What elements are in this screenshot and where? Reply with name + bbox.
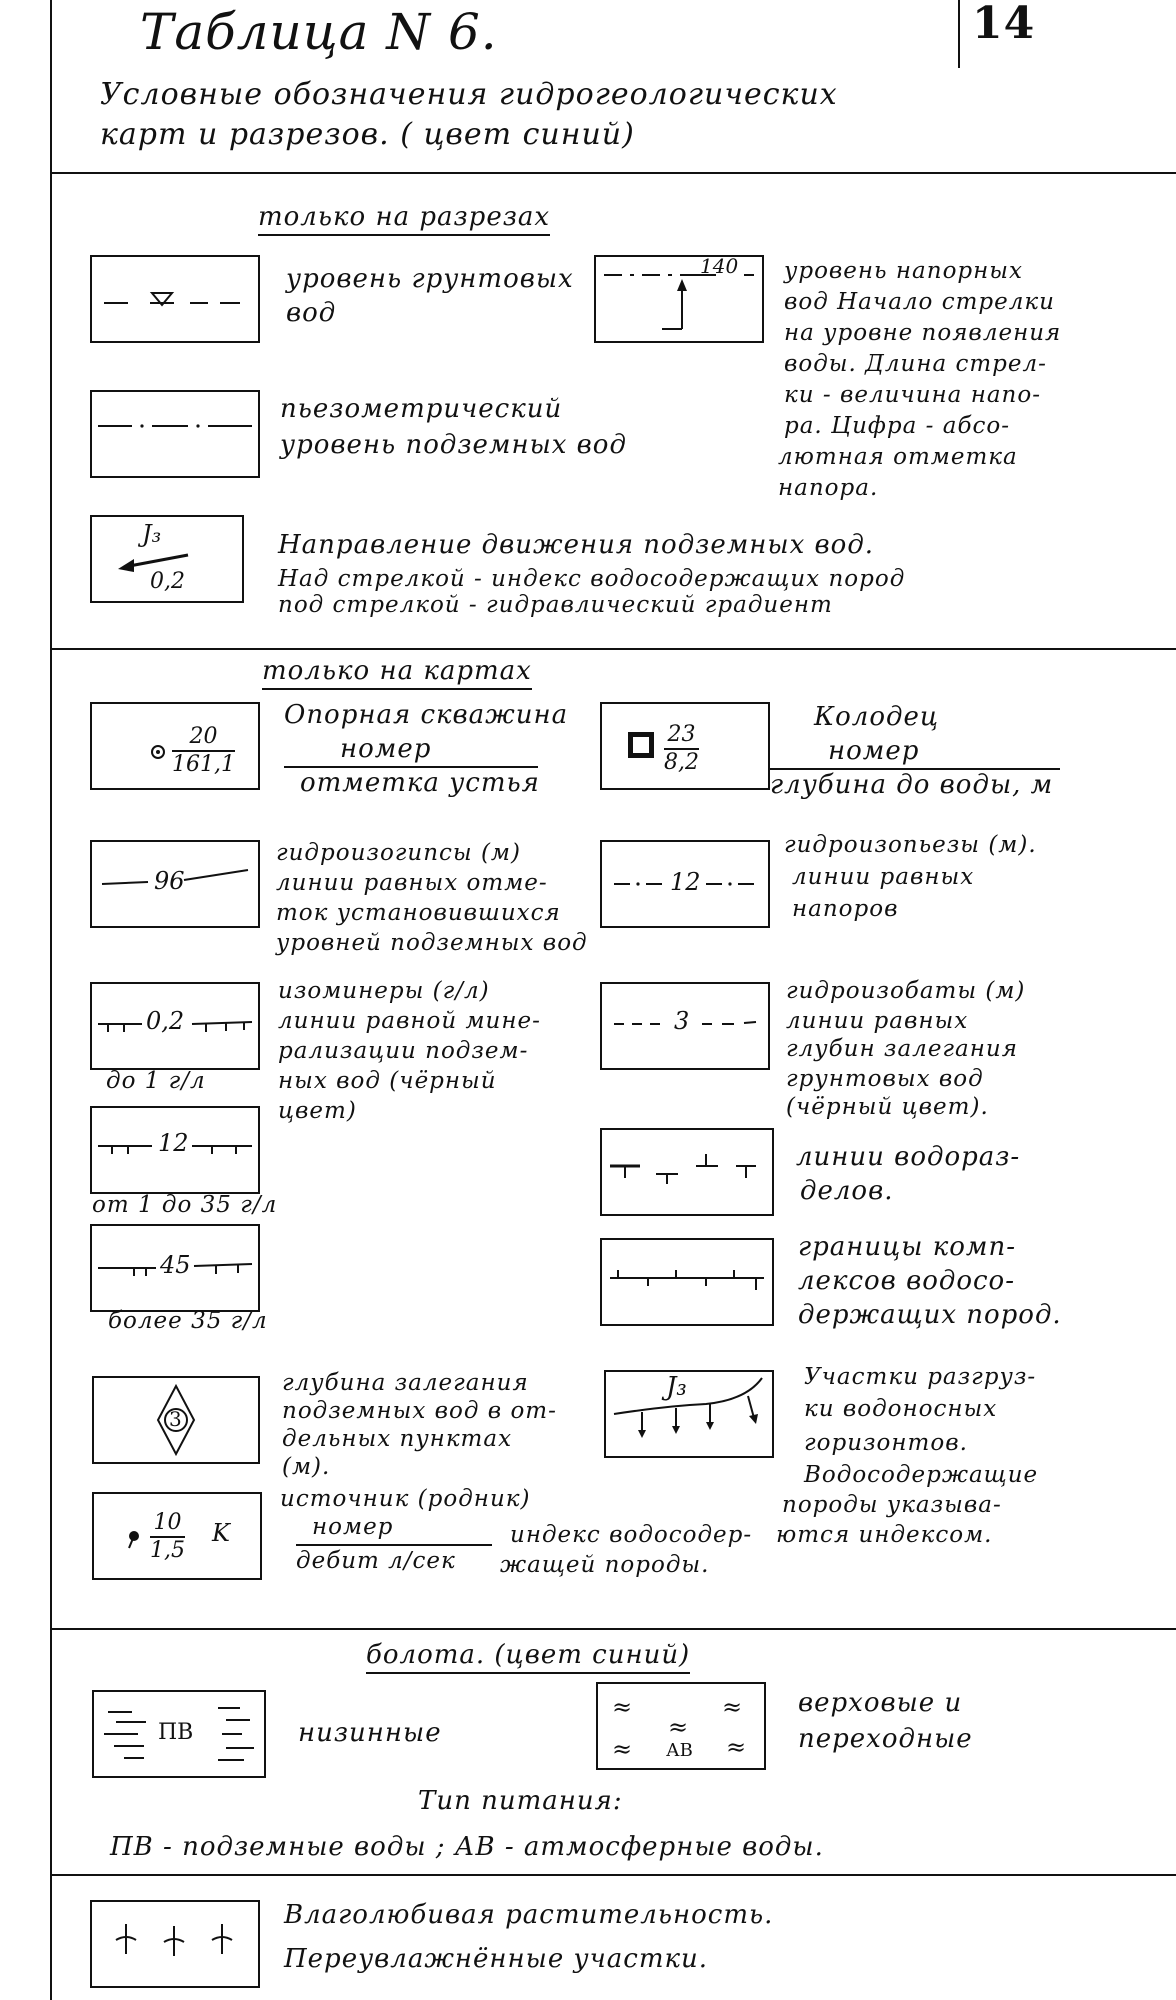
- discharge-index: J₃: [666, 1372, 687, 1402]
- vegetation-text-1: Влаголюбивая растительность.: [284, 1900, 774, 1930]
- pressure-text-8: напора.: [778, 475, 879, 501]
- pressure-text-6: ра. Цифра - абсо-: [784, 413, 1011, 439]
- reference-well-fraction: $\frac{20}{161,1}$: [172, 724, 235, 777]
- table-title: Таблица N 6.: [140, 3, 498, 61]
- vegetation-symbol: [90, 1900, 260, 1988]
- complex-boundaries-text-2: лексов водосо-: [798, 1266, 1015, 1296]
- upland-wave-5: ≈: [726, 1733, 747, 1761]
- feeding-type-title: Тип питания:: [418, 1786, 623, 1816]
- lowland-swamp-symbol: [92, 1690, 266, 1778]
- hydroisohypses-text-3: ток установившихся: [276, 900, 561, 926]
- dug-well-numerator: номер: [828, 736, 920, 766]
- depth-points-text-1: глубина залегания: [282, 1370, 529, 1396]
- discharge-text-5: породы указыва-: [782, 1492, 1002, 1518]
- hydroisobaths-symbol: [600, 982, 770, 1070]
- depth-points-text-3: дельных пунктах: [282, 1426, 513, 1452]
- discharge-text-4: Водосодержащие: [804, 1462, 1039, 1488]
- hydroisobaths-text-5: (чёрный цвет).: [786, 1094, 989, 1120]
- pressure-text-7: лютная отметка: [778, 444, 1018, 470]
- isominers-text-3: рализации подзем-: [278, 1038, 529, 1064]
- pressure-value: 140: [700, 254, 739, 278]
- hydroisobaths-text-3: глубин залегания: [786, 1036, 1018, 1062]
- pressure-water-level-symbol: [594, 255, 764, 343]
- hydroisohypses-value: 96: [154, 867, 185, 895]
- pressure-text-3: на уровне появления: [784, 320, 1062, 346]
- lowland-swamp-abbr: ПВ: [158, 1720, 194, 1745]
- page-number-divider: [958, 0, 960, 68]
- isominers-text-5: цвет): [278, 1098, 357, 1124]
- flow-text-1: Направление движения подземных вод.: [278, 530, 875, 560]
- left-margin-line: [50, 0, 52, 2000]
- upland-swamp-label-2: переходные: [798, 1724, 973, 1754]
- isominers-text-1: изоминеры (г/л): [278, 978, 490, 1004]
- depth-points-symbol: [92, 1376, 260, 1464]
- hydroisopiezes-value: 12: [670, 868, 701, 896]
- pressure-text-4: воды. Длина стрел-: [784, 351, 1047, 377]
- section-heading-sections: только на разрезах: [258, 200, 550, 236]
- hydroisobaths-text-2: линии равных: [786, 1008, 969, 1034]
- section-heading-maps: только на картах: [262, 654, 532, 690]
- pressure-text-2: вод Начало стрелки: [784, 289, 1055, 315]
- pressure-text-1: уровень напорных: [784, 258, 1023, 284]
- spring-index-letter: K: [212, 1519, 230, 1547]
- upland-wave-2: ≈: [722, 1693, 743, 1721]
- watershed-symbol: [600, 1128, 774, 1216]
- hydroisohypses-text-4: уровней подземных вод: [276, 930, 588, 956]
- feeding-type-legend: ПВ - подземные воды ; АВ - атмосферные воды.: [110, 1832, 824, 1862]
- discharge-text-2: ки водоносных: [804, 1396, 998, 1422]
- divider-maps-swamps: [50, 1628, 1176, 1630]
- divider-sections-maps: [50, 648, 1176, 650]
- subtitle-line-1: Условные обозначения гидрогеологических: [100, 77, 838, 112]
- upland-wave-1: ≈: [612, 1693, 633, 1721]
- page-number: 14: [972, 0, 1036, 49]
- section-heading-swamps: болота. (цвет синий): [366, 1638, 690, 1674]
- watershed-text-2: делов.: [800, 1176, 894, 1206]
- spring-symbol: [92, 1492, 262, 1580]
- flow-text-3: под стрелкой - гидравлический градиент: [278, 592, 833, 618]
- hydroisohypses-text-2: линии равных отме-: [276, 870, 548, 896]
- ground-water-level-symbol: [90, 255, 260, 343]
- isominer-sample-mid: [90, 1106, 260, 1194]
- hydroisobaths-value: 3: [674, 1007, 690, 1035]
- isominer-sample-mid-value: 12: [158, 1129, 189, 1157]
- hydroisopiezes-text-1: гидроизопьезы (м).: [784, 832, 1037, 858]
- ground-water-text-1: уровень грунтовых: [286, 264, 574, 294]
- spring-fraction: $\frac{10}{1,5}$: [150, 1510, 185, 1563]
- complex-boundaries-text-1: границы комп-: [798, 1232, 1017, 1262]
- isominer-sample-low-caption: до 1 г/л: [106, 1068, 206, 1094]
- hydroisopiezes-text-2: линии равных: [792, 864, 975, 890]
- spring-numerator: номер: [312, 1514, 394, 1540]
- hydroisobaths-text-4: грунтовых вод: [786, 1066, 984, 1092]
- hydroisohypses-text-1: гидроизогипсы (м): [276, 840, 521, 866]
- depth-points-text-4: (м).: [282, 1454, 331, 1480]
- isominer-sample-high-caption: более 35 г/л: [108, 1308, 268, 1334]
- discharge-symbol: [604, 1370, 774, 1458]
- discharge-text-6: ются индексом.: [776, 1522, 993, 1548]
- isominer-sample-low: [90, 982, 260, 1070]
- watershed-text-1: линии водораз-: [796, 1142, 1021, 1172]
- hydroisopiezes-text-3: напоров: [792, 896, 899, 922]
- hydroisopiezes-symbol: [600, 840, 770, 928]
- spring-index-text-1: индекс водосодер-: [510, 1522, 753, 1548]
- spring-denominator: дебит л/сек: [296, 1548, 456, 1574]
- isominer-sample-low-value: 0,2: [146, 1007, 185, 1035]
- header-divider: [50, 172, 1176, 174]
- isominer-sample-high-value: 45: [160, 1251, 191, 1279]
- flow-index: J₃: [142, 520, 162, 548]
- hydroisohypses-symbol: [90, 840, 260, 928]
- ground-water-text-2: вод: [286, 298, 337, 328]
- discharge-text-3: горизонтов.: [804, 1430, 968, 1456]
- spring-title: источник (родник): [280, 1486, 531, 1512]
- hydroisobaths-text-1: гидроизобаты (м): [786, 978, 1026, 1004]
- spring-index-text-2: жащей породы.: [500, 1552, 710, 1578]
- piezometric-level-symbol: [90, 390, 260, 478]
- dug-well-title: Колодец: [814, 702, 939, 732]
- depth-points-value: 3: [169, 1407, 182, 1431]
- piezometric-text-2: уровень подземных вод: [280, 430, 627, 460]
- reference-well-numerator: номер: [340, 734, 432, 764]
- isominers-text-4: ных вод (чёрный: [278, 1068, 497, 1094]
- dug-well-symbol: [600, 702, 770, 790]
- isominer-sample-high: [90, 1224, 260, 1312]
- divider-swamps-vegetation: [50, 1874, 1176, 1876]
- lowland-swamp-label: низинные: [298, 1718, 442, 1748]
- discharge-text-1: Участки разгруз-: [804, 1364, 1037, 1390]
- flow-direction-symbol: [90, 515, 244, 603]
- upland-swamp-abbr: АВ: [666, 1740, 693, 1761]
- complex-boundaries-text-3: держащих пород.: [798, 1300, 1062, 1330]
- upland-swamp-label-1: верховые и: [798, 1688, 963, 1718]
- depth-points-text-2: подземных вод в от-: [282, 1398, 557, 1424]
- dug-well-fraction: $\frac{23}{8,2}$: [664, 722, 699, 775]
- upland-wave-4: ≈: [612, 1735, 633, 1763]
- dug-well-denominator: глубина до воды, м: [770, 770, 1054, 800]
- isominer-sample-mid-caption: от 1 до 35 г/л: [92, 1192, 278, 1218]
- piezometric-text-1: пьезометрический: [280, 394, 563, 424]
- subtitle-line-2: карт и разрезов. ( цвет синий): [100, 117, 635, 152]
- vegetation-text-2: Переувлажнённые участки.: [284, 1944, 709, 1974]
- reference-well-symbol: [90, 702, 260, 790]
- flow-text-2: Над стрелкой - индекс водосодержащих пород: [278, 566, 906, 592]
- reference-well-denominator: отметка устья: [300, 768, 540, 798]
- flow-gradient: 0,2: [150, 569, 185, 594]
- reference-well-title: Опорная скважина: [284, 700, 569, 730]
- upland-swamp-symbol: [596, 1682, 766, 1770]
- pressure-text-5: ки - величина напо-: [784, 382, 1041, 408]
- isominers-text-2: линии равной мине-: [278, 1008, 541, 1034]
- upland-wave-3: ≈: [668, 1713, 689, 1741]
- complex-boundaries-symbol: [600, 1238, 774, 1326]
